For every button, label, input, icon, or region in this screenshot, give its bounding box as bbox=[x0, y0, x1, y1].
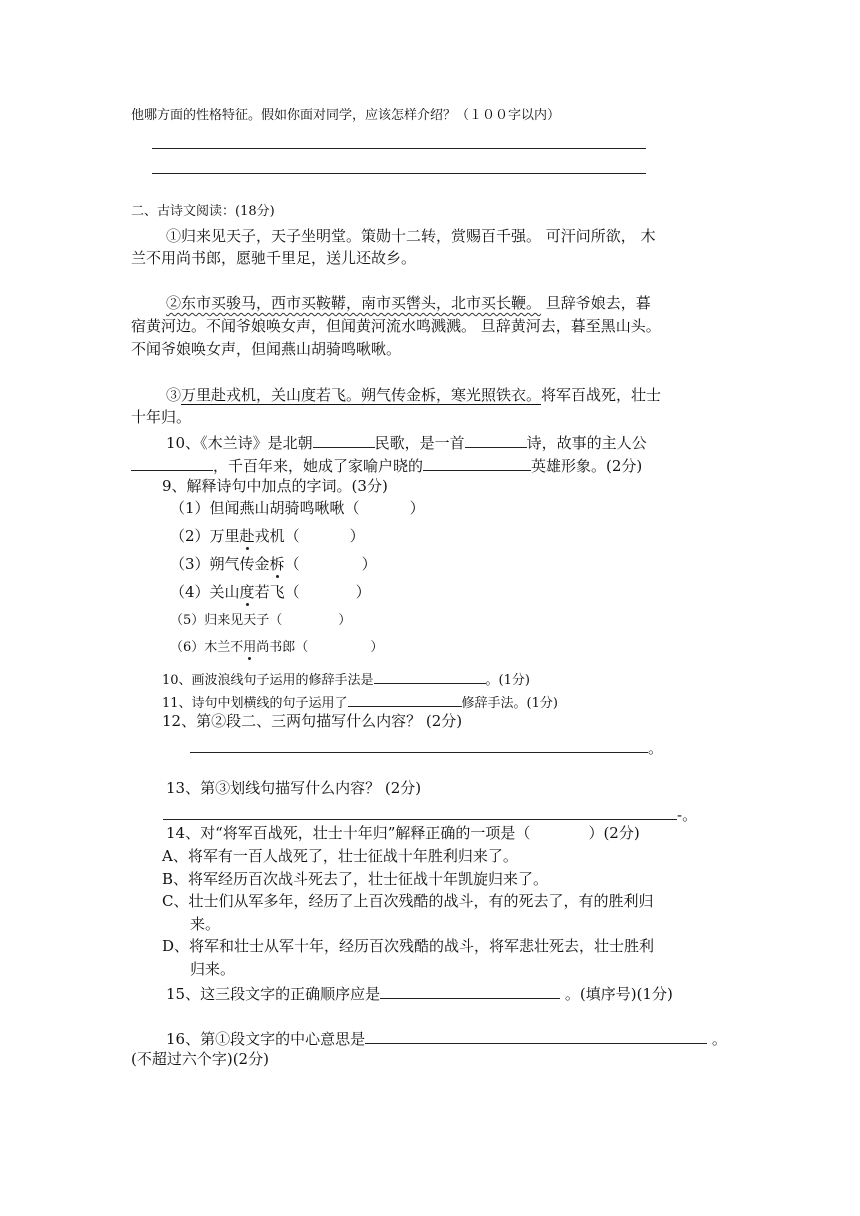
question-text: 。(1分) bbox=[485, 673, 530, 688]
fill-blank[interactable] bbox=[313, 433, 375, 448]
option-a[interactable]: A、将军有一百人战死了，壮士征战十年胜利归来了。 bbox=[162, 847, 518, 865]
question-14 bbox=[166, 826, 640, 841]
answer-line bbox=[152, 173, 646, 174]
paragraph-text: 将军百战死，壮士 bbox=[541, 386, 662, 404]
wavy-underlined-sentence: ②东市买骏马，西市买鞍鞯，南市买辔头，北市买长鞭。 bbox=[166, 294, 542, 312]
fill-blank[interactable] bbox=[423, 456, 531, 471]
item-text: （5）归来见天子（ bbox=[170, 613, 283, 628]
question-text: 16、第①段文字的中心意思是 bbox=[166, 1030, 366, 1048]
question-13-answer bbox=[163, 805, 697, 823]
item-text: （3）朔气传金 bbox=[170, 555, 270, 573]
item-text: （2）万里 bbox=[170, 527, 240, 545]
question-13: 13、第③划线句描写什么内容？ (2分) bbox=[166, 779, 422, 797]
bracket: ） bbox=[370, 640, 384, 655]
poem-paragraph-2: 不闻爷娘唤女声，但闻燕山胡骑鸣啾啾。 bbox=[131, 340, 402, 358]
question-text: 10、画波浪线句子运用的修辞手法是 bbox=[162, 673, 374, 688]
fill-blank[interactable] bbox=[190, 738, 648, 753]
question-9-item bbox=[170, 585, 371, 600]
poem-paragraph-2 bbox=[166, 296, 651, 311]
question-12-answer bbox=[190, 738, 663, 756]
answer-line bbox=[152, 148, 646, 149]
poem-paragraph-1: 兰不用尚书郎，愿驰千里足，送儿还故乡。 bbox=[131, 249, 417, 267]
option-d-continued: 归来。 bbox=[190, 960, 236, 978]
section-heading: 二、古诗文阅读：(18分) bbox=[131, 204, 275, 219]
bracket: （ bbox=[344, 499, 360, 517]
question-11 bbox=[162, 692, 558, 710]
poem-paragraph-2: 宿黄河边。不闻爷娘唤女声，但闻黄河流水鸣溅溅。 旦辞黄河去，暮至黑山头。 bbox=[131, 317, 661, 335]
option-d[interactable]: D、将军和壮士从军十年，经历百次残酷的战斗，将军悲壮死去，壮士胜利 bbox=[162, 937, 655, 955]
fill-blank[interactable] bbox=[380, 984, 560, 999]
bracket: ） bbox=[361, 555, 377, 573]
question-9-item bbox=[170, 501, 425, 516]
dotted-character: 度 bbox=[239, 583, 255, 601]
dotted-character: 赴 bbox=[239, 527, 255, 545]
option-c-continued: 来。 bbox=[190, 915, 221, 933]
punctuation: 。 bbox=[648, 739, 664, 757]
dotted-character: 柝 bbox=[269, 555, 285, 573]
question-15 bbox=[166, 984, 673, 1002]
question-text: 。(填序号)(1分) bbox=[560, 985, 673, 1003]
option-c[interactable]: C、壮士们从军多年，经历了上百次残酷的战斗，有的死去了，有的胜利归 bbox=[162, 892, 654, 910]
poem-paragraph-1: ①归来见天子，天子坐明堂。策勋十二转，赏赐百千强。 可汗问所欲， 木 bbox=[166, 227, 656, 245]
fill-blank[interactable] bbox=[348, 692, 462, 707]
option-b[interactable]: B、将军经历百次战斗死去了，壮士征战十年凯旋归来了。 bbox=[162, 870, 549, 888]
paragraph-number: ③ bbox=[166, 386, 182, 404]
fill-blank[interactable] bbox=[163, 805, 677, 820]
question-text: 。 bbox=[707, 1030, 727, 1048]
question-16 bbox=[166, 1029, 727, 1047]
dotted-character: 用 bbox=[243, 640, 257, 655]
question-text: 民歌，是一首 bbox=[374, 434, 465, 452]
question-9-item bbox=[170, 641, 383, 654]
bracket: ） bbox=[355, 583, 371, 601]
fill-blank[interactable] bbox=[131, 456, 213, 471]
question-text: 10、《木兰诗》是北朝 bbox=[166, 434, 313, 452]
question-text: 14、对“将军百战死，壮士十年归”解释正确的一项是（ bbox=[166, 824, 531, 842]
question-text: 15、这三段文字的正确顺序应是 bbox=[166, 985, 381, 1003]
question-text: 诗，故事的主人公 bbox=[526, 434, 647, 452]
paragraph-text: 旦辞爷娘去，暮 bbox=[541, 294, 651, 312]
item-text: （4）关山 bbox=[170, 583, 240, 601]
question-10-rhetoric bbox=[162, 669, 530, 687]
item-text: （6）木兰不 bbox=[170, 640, 244, 655]
item-text: 戎机（ bbox=[254, 527, 300, 545]
question-9-item bbox=[170, 614, 351, 627]
bracket: （ bbox=[284, 555, 300, 573]
fill-blank[interactable] bbox=[465, 433, 527, 448]
punctuation: -。 bbox=[677, 806, 698, 824]
question-9-item bbox=[170, 557, 377, 572]
prompt-line: 他哪方面的性格特征。假如你面对同学，应该怎样介绍？（１００字以内） bbox=[131, 108, 561, 123]
question-10 bbox=[166, 433, 647, 451]
fill-blank[interactable] bbox=[374, 669, 486, 684]
item-text: 尚书郎（ bbox=[256, 640, 309, 655]
question-12: 12、第②段二、三两句描写什么内容？ (2分) bbox=[162, 712, 463, 730]
bracket: ） bbox=[409, 499, 425, 517]
question-text: 11、诗句中划横线的句子运用了 bbox=[162, 696, 348, 711]
item-text: 若飞（ bbox=[254, 583, 300, 601]
question-text: ，千百年来，她成了家喻户晓的 bbox=[213, 457, 424, 475]
question-16-note: (不超过六个字)(2分) bbox=[131, 1050, 269, 1068]
question-text: 修辞手法。(1分) bbox=[461, 696, 558, 711]
question-9-item bbox=[170, 529, 365, 544]
poem-paragraph-3 bbox=[166, 388, 661, 403]
question-9-title: 9、解释诗句中加点的字词。(3分) bbox=[162, 477, 388, 495]
question-text: ）(2分) bbox=[588, 824, 640, 842]
question-text: 英雄形象。(2分) bbox=[531, 457, 643, 475]
fill-blank[interactable] bbox=[365, 1029, 707, 1044]
item-text: （1）但闻燕山胡骑鸣啾啾 bbox=[170, 499, 345, 517]
underlined-sentence: 万里赴戎机，关山度若飞。朔气传金柝，寒光照铁衣。 bbox=[181, 386, 542, 404]
bracket: ） bbox=[349, 527, 365, 545]
question-10 bbox=[131, 456, 642, 474]
bracket: ） bbox=[338, 613, 352, 628]
poem-paragraph-3: 十年归。 bbox=[131, 408, 192, 426]
